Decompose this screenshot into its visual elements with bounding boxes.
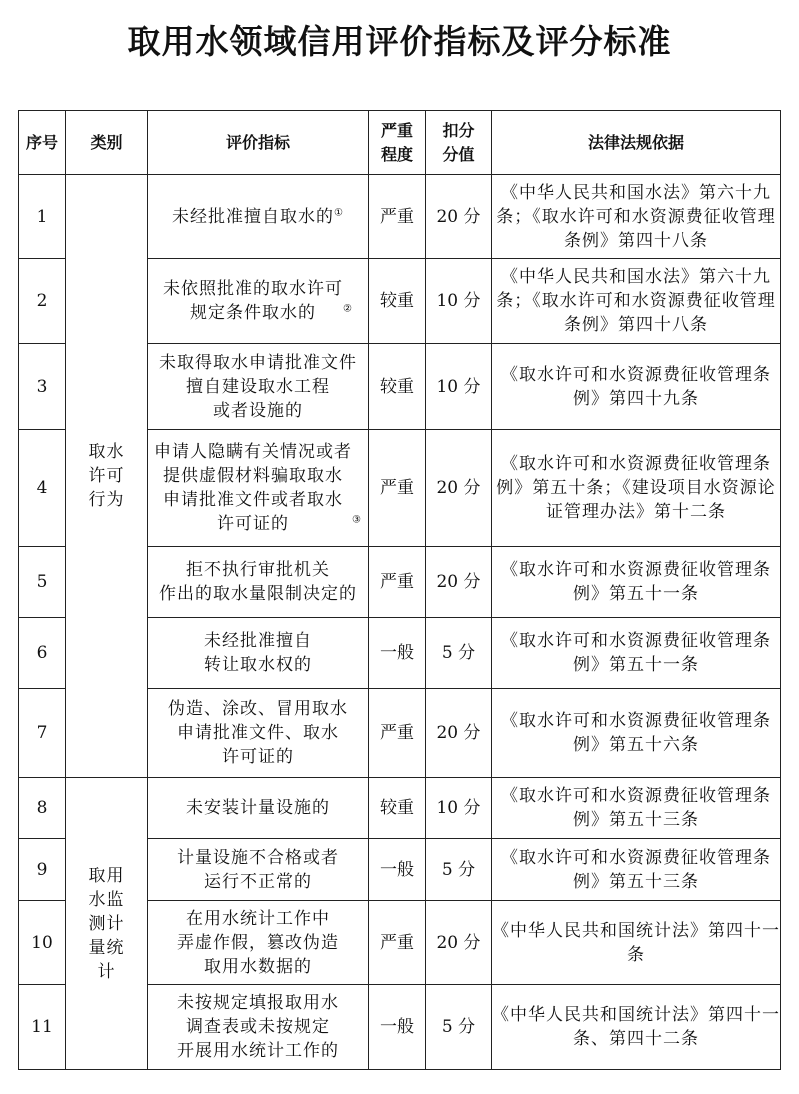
legal-basis-cell: 《中华人民共和国统计法》第四十一条	[492, 901, 781, 985]
category-label: 取水 许可 行为	[88, 442, 125, 510]
row-number: 11	[19, 985, 66, 1070]
severity-cell: 严重	[369, 689, 426, 778]
footnote-marker: ②	[343, 303, 353, 315]
severity-cell: 较重	[369, 344, 426, 430]
legal-basis-cell: 《取水许可和水资源费征收管理条例》第五十三条	[492, 778, 781, 839]
severity-cell: 严重	[369, 175, 426, 259]
category-label: 取用 水监 测计 量统 计	[88, 865, 125, 982]
points-cell: 10 分	[426, 259, 492, 344]
legal-basis-cell: 《中华人民共和国水法》第六十九条；《取水许可和水资源费征收管理条例》第四十八条	[492, 175, 781, 259]
header-row	[19, 111, 781, 175]
severity-cell: 一般	[369, 985, 426, 1070]
indicator-text: 未按规定填报取用水 调查表或未按规定 开展用水统计工作的	[177, 993, 339, 1061]
page-title: 取用水领域信用评价指标及评分标准	[127, 22, 672, 61]
indicator-text: 申请人隐瞒有关情况或者 提供虚假材料骗取取水 申请批准文件或者取水 许可证的	[154, 442, 353, 534]
severity-cell: 一般	[369, 618, 426, 689]
indicator-text: 未依照批准的取水许可 规定条件取水的	[163, 279, 344, 323]
severity-cell: 较重	[369, 259, 426, 344]
severity-cell: 一般	[369, 839, 426, 901]
points-cell: 20 分	[426, 689, 492, 778]
indicator-cell	[148, 689, 369, 778]
severity-cell: 严重	[369, 430, 426, 547]
indicator-cell	[148, 430, 369, 547]
indicator-cell	[148, 259, 369, 344]
severity-cell: 较重	[369, 778, 426, 839]
indicator-text: 未取得取水申请批准文件 擅自建设取水工程 或者设施的	[159, 352, 357, 421]
legal-basis-cell: 《取水许可和水资源费征收管理条例》第五十一条	[492, 547, 781, 618]
row-number: 7	[19, 689, 66, 778]
legal-basis-cell: 《取水许可和水资源费征收管理条例》第五十条；《建设项目水资源论证管理办法》第十二条	[492, 430, 781, 547]
header-severity: 严重 程度	[369, 111, 426, 175]
header-basis: 法律法规依据	[492, 111, 781, 175]
header-points: 扣分 分值	[426, 111, 492, 175]
points-cell: 20 分	[426, 901, 492, 985]
row-number: 1	[19, 175, 66, 259]
category-cell	[66, 778, 148, 1070]
points-cell: 5 分	[426, 985, 492, 1070]
points-cell: 20 分	[426, 547, 492, 618]
points-cell: 20 分	[426, 430, 492, 547]
legal-basis-cell: 《中华人民共和国统计法》第四十一条、第四十二条	[492, 985, 781, 1070]
row-number: 3	[19, 344, 66, 430]
row-number: 2	[19, 259, 66, 344]
legal-basis-cell: 《中华人民共和国水法》第六十九条；《取水许可和水资源费征收管理条例》第四十八条	[492, 259, 781, 344]
table-row	[19, 778, 781, 839]
indicator-text: 未经批准擅自 转让取水权的	[204, 631, 312, 675]
category-cell	[66, 175, 148, 778]
severity-cell: 严重	[369, 547, 426, 618]
indicator-cell	[148, 839, 369, 901]
row-number: 9	[19, 839, 66, 901]
indicator-text: 计量设施不合格或者 运行不正常的	[177, 847, 339, 892]
legal-basis-cell: 《取水许可和水资源费征收管理条例》第五十三条	[492, 839, 781, 901]
indicator-text: 未安装计量设施的	[186, 798, 330, 818]
indicator-cell	[148, 344, 369, 430]
indicator-cell	[148, 547, 369, 618]
row-number: 5	[19, 547, 66, 618]
legal-basis-cell: 《取水许可和水资源费征收管理条例》第四十九条	[492, 344, 781, 430]
points-cell: 20 分	[426, 175, 492, 259]
table-row	[19, 175, 781, 259]
points-cell: 10 分	[426, 778, 492, 839]
severity-cell: 严重	[369, 901, 426, 985]
points-cell: 10 分	[426, 344, 492, 430]
points-cell: 5 分	[426, 618, 492, 689]
legal-basis-cell: 《取水许可和水资源费征收管理条例》第五十六条	[492, 689, 781, 778]
indicator-cell	[148, 618, 369, 689]
footnote-marker: ①	[334, 206, 344, 218]
footnote-marker: ③	[352, 514, 362, 526]
evaluation-table	[18, 110, 781, 1070]
indicator-text: 在用水统计工作中 弄虚作假，篡改伪造 取用水数据的	[177, 908, 339, 977]
header-indicator: 评价指标	[148, 111, 369, 175]
header-no: 序号	[19, 111, 66, 175]
indicator-text: 拒不执行审批机关 作出的取水量限制决定的	[159, 560, 357, 604]
indicator-cell	[148, 778, 369, 839]
points-cell: 5 分	[426, 839, 492, 901]
row-number: 10	[19, 901, 66, 985]
indicator-text: 未经批准擅自取水的	[172, 206, 335, 227]
row-number: 6	[19, 618, 66, 689]
indicator-cell	[148, 901, 369, 985]
legal-basis-cell: 《取水许可和水资源费征收管理条例》第五十一条	[492, 618, 781, 689]
indicator-text: 伪造、涂改、冒用取水 申请批准文件、取水 许可证的	[168, 699, 348, 767]
row-number: 4	[19, 430, 66, 547]
header-category: 类别	[66, 111, 148, 175]
indicator-cell	[148, 985, 369, 1070]
indicator-cell	[148, 175, 369, 259]
row-number: 8	[19, 778, 66, 839]
